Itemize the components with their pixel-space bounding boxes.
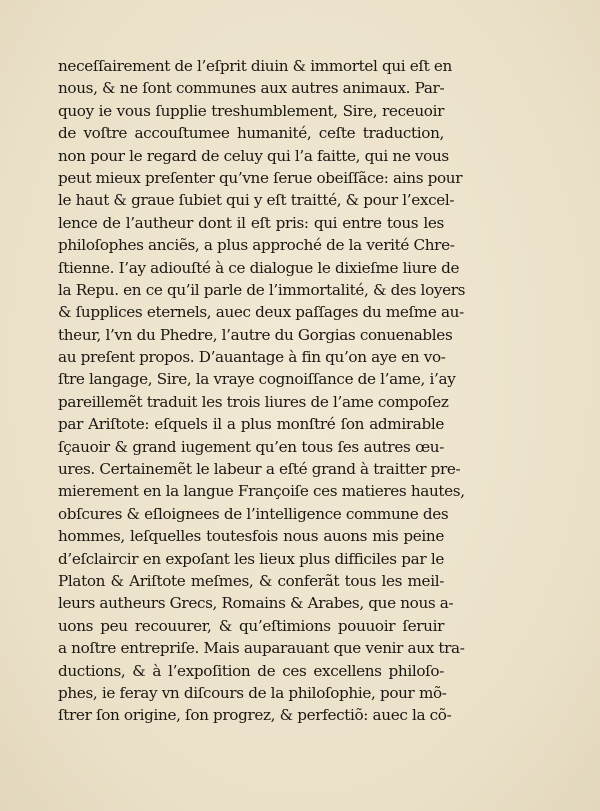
text-line: mierement en la langue Françoiſe ces matieres hautes,	[58, 482, 465, 501]
text-line: par Ariſtote: eſquels il a plus monſtré ſon admirable	[58, 415, 444, 434]
text-line: au preſent propos. D’auantage à fin qu’on aye en vo-	[58, 348, 446, 367]
text-line: leurs autheurs Grecs, Romains & Arabes, que nous a-	[58, 594, 454, 613]
text-line: uons peu recouurer, & qu’eſtimions pouuoir ſeruir	[58, 616, 444, 635]
text-line: Platon & Ariſtote meſmes, & conferãt tous les meil-	[58, 571, 444, 590]
text-line: obſcures & eſloignees de l’intelligence commune des	[58, 504, 449, 523]
text-line: la Repu. en ce qu’il parle de l’immortalité, & des loyers	[58, 280, 466, 299]
text-line: de voſtre accouſtumee humanité, ceſte traduction,	[58, 124, 444, 143]
text-line: ſtienne. I’ay adiouſté à ce dialogue le dixieſme liure de	[58, 258, 460, 277]
text-line: d’eſclaircir en expoſant les lieux plus difficiles par le	[58, 549, 444, 568]
text-line: philoſophes anciẽs, a plus approché de la verité Chre-	[58, 236, 455, 255]
text-line: ures. Certainemẽt le labeur a eſté grand à traitter pre-	[58, 460, 461, 479]
text-line: & ſupplices eternels, auec deux paſſages du meſme au-	[58, 303, 464, 322]
text-line: ductions, & à l’expoſition de ces excellens philoſo-	[58, 661, 444, 680]
text-line: hommes, leſquelles toutesfois nous auons mis peine	[58, 527, 444, 546]
text-line: quoy ie vous ſupplie treshumblement, Sire, receuoir	[58, 101, 444, 120]
text-line: non pour le regard de celuy qui l’a faitte, qui ne vous	[58, 146, 449, 165]
text-line: ſtrer ſon origine, ſon progrez, & perfectiõ: auec la cõ-	[58, 706, 452, 725]
text-line: lence de l’autheur dont il eſt pris: qui entre tous les	[58, 213, 444, 232]
text-line: a noſtre entrepriſe. Mais auparauant que venir aux tra-	[58, 639, 465, 658]
text-line: peut mieux preſenter qu’vne ſerue obeiſſãce: ains pour	[58, 168, 463, 187]
text-line: pareillemẽt traduit les trois liures de l’ame compoſez	[58, 392, 449, 411]
body-text	[58, 55, 466, 727]
text-line: nous, & ne ſont communes aux autres animaux. Par-	[58, 79, 445, 98]
text-line: ſçauoir & grand iugement qu’en tous ſes autres œu-	[58, 437, 444, 456]
text-line: ſtre langage, Sire, la vraye cognoiſſance de l’ame, i’ay	[58, 370, 456, 389]
text-line: le haut & graue ſubiet qui y eſt traitté, & pour l’excel-	[58, 191, 455, 210]
text-line: theur, l’vn du Phedre, l’autre du Gorgias conuenables	[58, 325, 453, 344]
text-line: neceſſairement de l’eſprit diuin & immortel qui eſt en	[58, 57, 452, 75]
text-line: phes, ie feray vn diſcours de la philoſophie, pour mõ-	[58, 683, 447, 702]
